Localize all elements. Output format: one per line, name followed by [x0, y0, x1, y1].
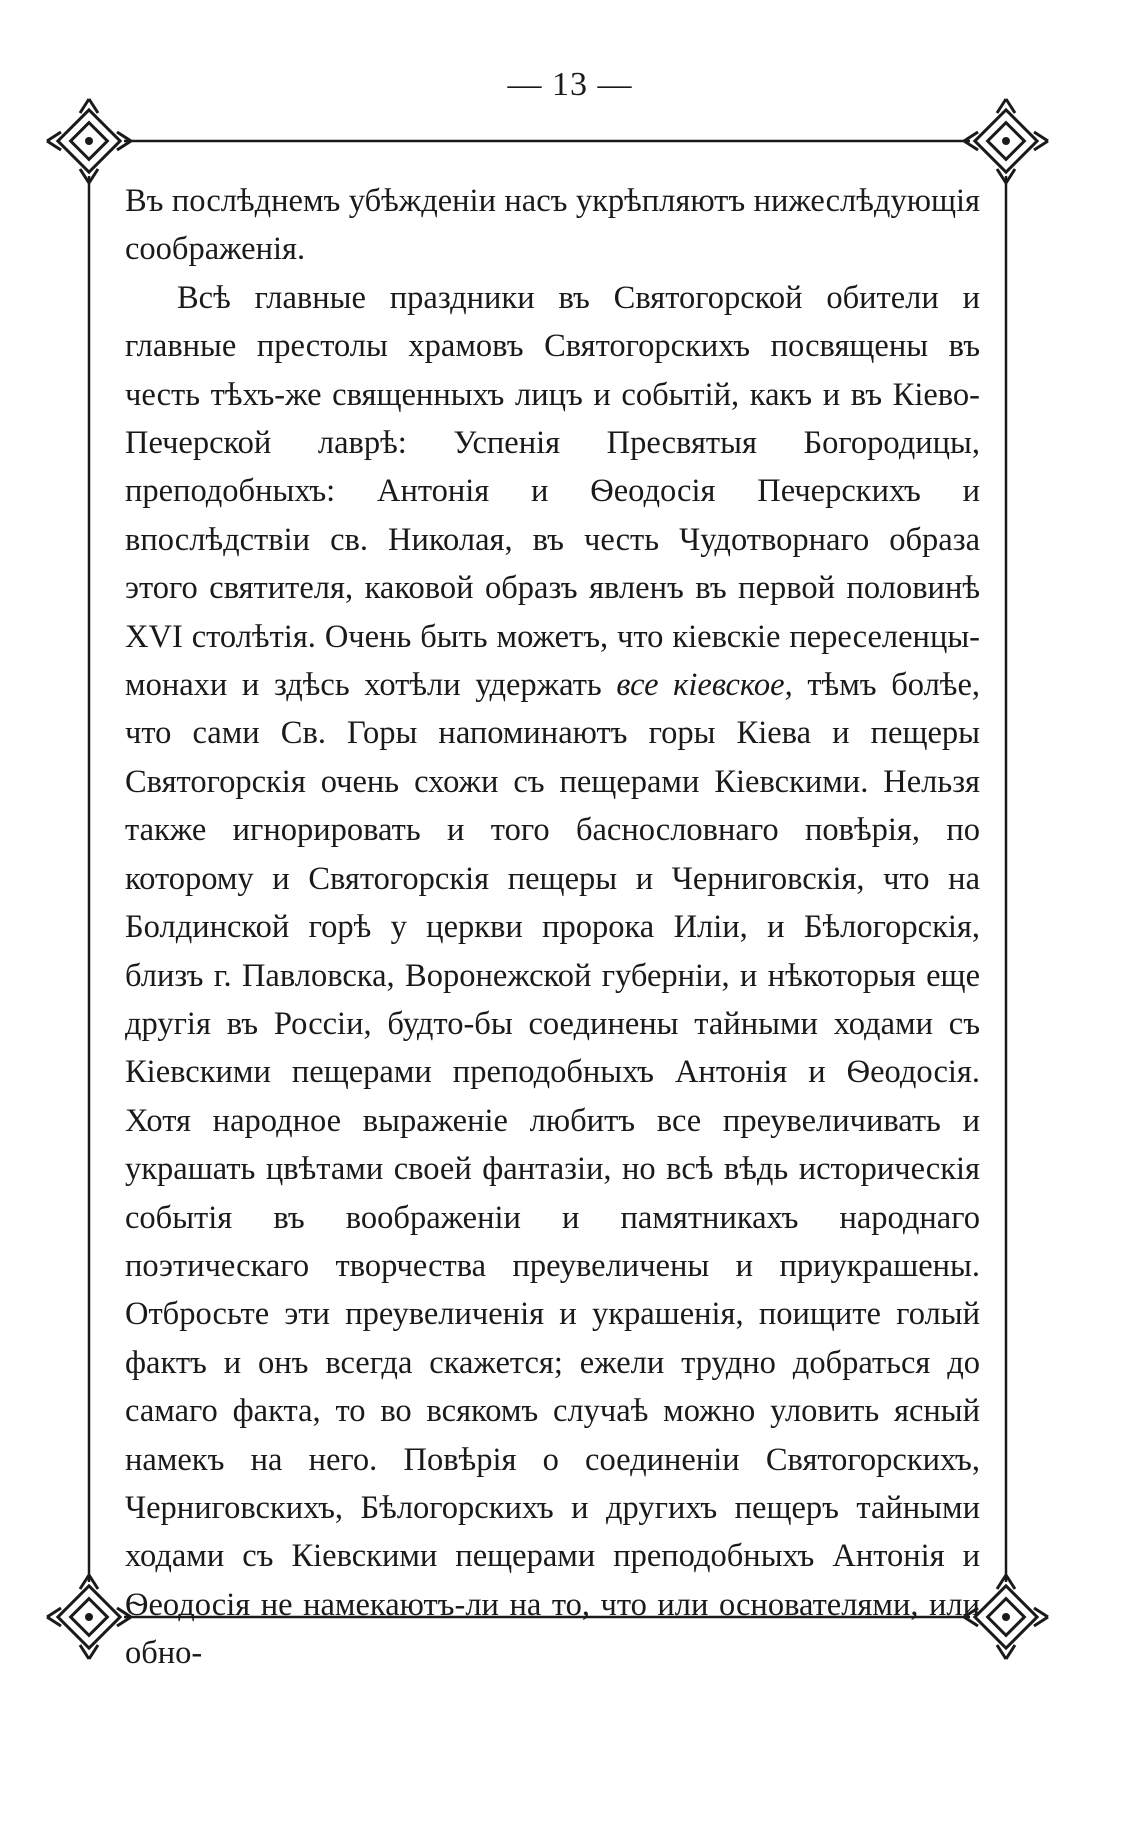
paragraph-2-part-a: Всѣ главные праздники въ Святогорской обители и главные престолы храмовъ Святогорскихъ посвящены въ честь тѣхъ-же священныхъ лицъ и событій, какъ и въ Кіево-Печерской лаврѣ: Успенія Пресвятыя Богородицы, преподобныхъ: Антонія и Ѳеодосія Печерскихъ и впослѣдствіи св. Николая, въ честь Чудотворнаго образа этого святителя, каковой образъ явленъ въ первой половинѣ XVI столѣтія. Очень быть можетъ, что кіевскіе переселенцы-монахи и здѣсь хотѣли удержать — [125, 279, 980, 704]
paragraph-2-part-b: тѣмъ болѣе, что сами Св. Горы напоминаютъ горы Кіева и пещеры Святогорскія очень схожи съ пещерами Кіевскими. Нельзя также игнорировать и того баснословнаго повѣрія, по которому и Святогорскія пещеры и Черниговскія, что на Болдинской горѣ у церкви пророка Иліи, и Бѣлогорскія, близъ г. Павловска, Воронежской губерніи, и нѣкоторыя еще другія въ Россіи, будто-бы соединены тайными ходами съ Кіевскими пещерами преподобныхъ Антонія и Ѳеодосія. Хотя народное выраженіе любитъ все преувеличивать и украшать цвѣтами своей фантазіи, но всѣ вѣдь историческія событія въ воображеніи и памятникахъ народнаго поэтическаго творчества преувеличены и приукрашены. Отбросьте эти преувеличенія и украшенія, поищите голый фактъ и онъ всегда скажется; ежели трудно добраться до самаго факта, то во всякомъ случаѣ можно уловить ясный намекъ на него. Повѣрія о соединеніи Святогорскихъ, Черниговскихъ, Бѣлогорскихъ и другихъ пещеръ тайными ходами съ Кіевскими пещерами преподобныхъ Антонія и Ѳеодосія не намекаютъ-ли на то, что или основателями, или обно- — [125, 667, 981, 1672]
body-text — [125, 177, 980, 1678]
paragraph-2 — [125, 274, 980, 1678]
corner-ornament-top-right — [964, 99, 1048, 183]
paragraph-2-emphasis: все кіевское, — [616, 667, 793, 704]
corner-ornament-bottom-left — [47, 1575, 131, 1659]
page-number: — 13 — — [507, 66, 633, 103]
paragraph-1: Въ послѣднемъ убѣжденіи насъ укрѣпляютъ нижеслѣдующія соображенія. — [125, 183, 980, 268]
corner-ornament-top-left — [47, 99, 131, 183]
